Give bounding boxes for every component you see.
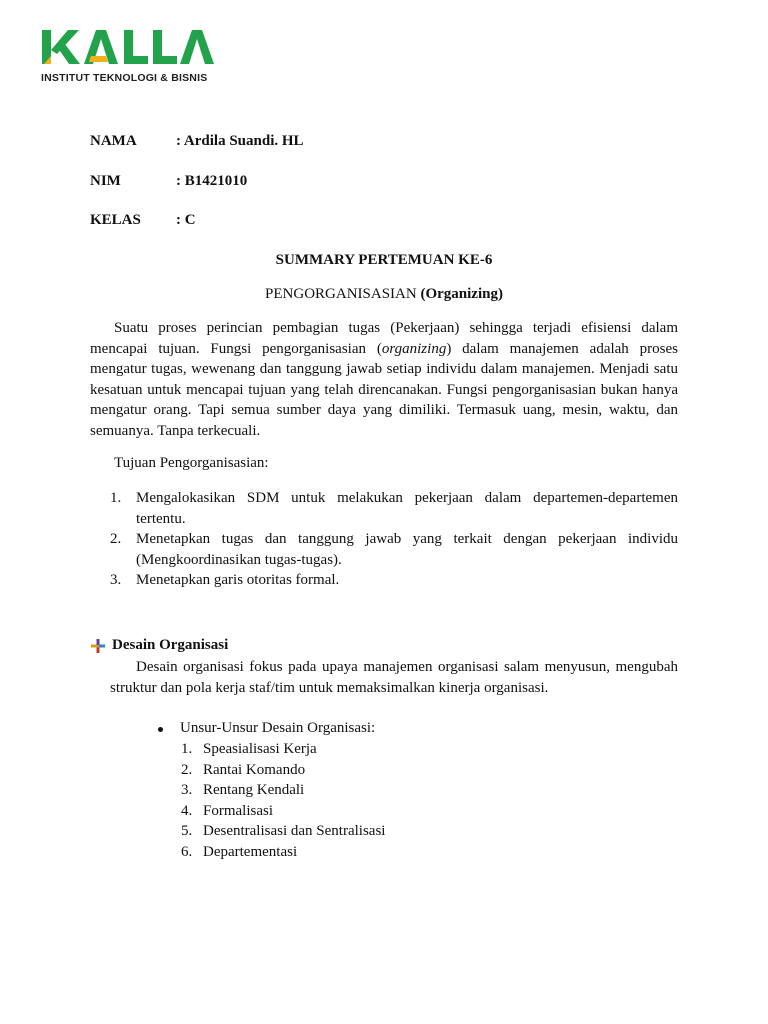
star-marker-icon: [90, 638, 106, 654]
name-label: NAMA: [90, 133, 137, 149]
class-value: : C: [176, 212, 196, 228]
document-title: SUMMARY PERTEMUAN KE-6: [275, 252, 493, 268]
list-item: 3. Rentang Kendali: [181, 782, 305, 798]
name-value: : Ardila Suandi. HL: [176, 133, 304, 149]
class-label: KELAS: [90, 212, 141, 228]
intro-line: mencapai tujuan. Fungsi pengorganisasian (organizing) dalam manajemen adalah proses: [90, 340, 678, 357]
list-item: 2. Rantai Komando: [181, 761, 306, 778]
list-item: 3. Menetapkan garis otoritas formal.: [110, 572, 340, 588]
list-item: 1. Mengalokasikan SDM untuk melakukan pekerjaan dalam departemen-departemen tertentu.: [110, 490, 678, 527]
nim-row: [90, 173, 247, 190]
design-paragraph: Desain organisasi fokus pada upaya manajemen organisasi salam menyusun, mengubah struktur dan pola kerja staf/tim untuk memaksimalkan kinerja organisasi.: [110, 659, 678, 696]
goals-heading: Tujuan Pengorganisasian:: [114, 455, 269, 471]
topic-title: PENGORGANISASIAN (Organizing): [265, 286, 503, 302]
nim-label: NIM: [90, 173, 121, 189]
goals-list: [110, 488, 678, 591]
intro-paragraph: [90, 318, 678, 441]
list-item: 6. Departementasi: [181, 843, 298, 860]
intro-line: kesatuan untuk mencapai tujuan yang telah direncanakan. Fungsi pengorganisasian bukan hanya: [90, 381, 678, 398]
institute-subtitle: INSTITUT TEKNOLOGI & BISNIS: [41, 72, 208, 84]
name-row: [90, 133, 304, 150]
design-heading-text: Desain Organisasi: [112, 637, 229, 653]
intro-line: semuanya. Tanpa terkecuali.: [90, 422, 261, 439]
list-item: 1. Speasialisasi Kerja: [181, 741, 317, 757]
list-item: 4. Formalisasi: [181, 802, 273, 819]
bullet-icon: [158, 727, 163, 732]
intro-line: Suatu proses perincian pembagian tugas (Pekerjaan) sehingga terjadi efisiensi dalam: [114, 320, 678, 336]
list-item: 5. Desentralisasi dan Sentralisasi: [181, 823, 386, 839]
intro-line: mengatur tugas, wewenang dan tanggung jawab setiap individu dalam manajemen. Menjadi satu: [90, 361, 678, 377]
intro-line: mengatur orang. Tapi semua sumber daya yang dimiliki. Termasuk uang, mesin, waktu, dan: [90, 402, 678, 418]
nim-value: : B1421010: [176, 173, 248, 189]
list-item: 2. Menetapkan tugas dan tanggung jawab yang terkait dengan pekerjaan individu (Mengkoordinasikan tugas-tugas).: [110, 531, 678, 568]
elements-list: [181, 739, 385, 862]
class-row: [90, 212, 196, 229]
kalla-logo: [40, 26, 216, 66]
organizing-term: organizing: [381, 340, 447, 357]
design-heading: [90, 637, 228, 654]
